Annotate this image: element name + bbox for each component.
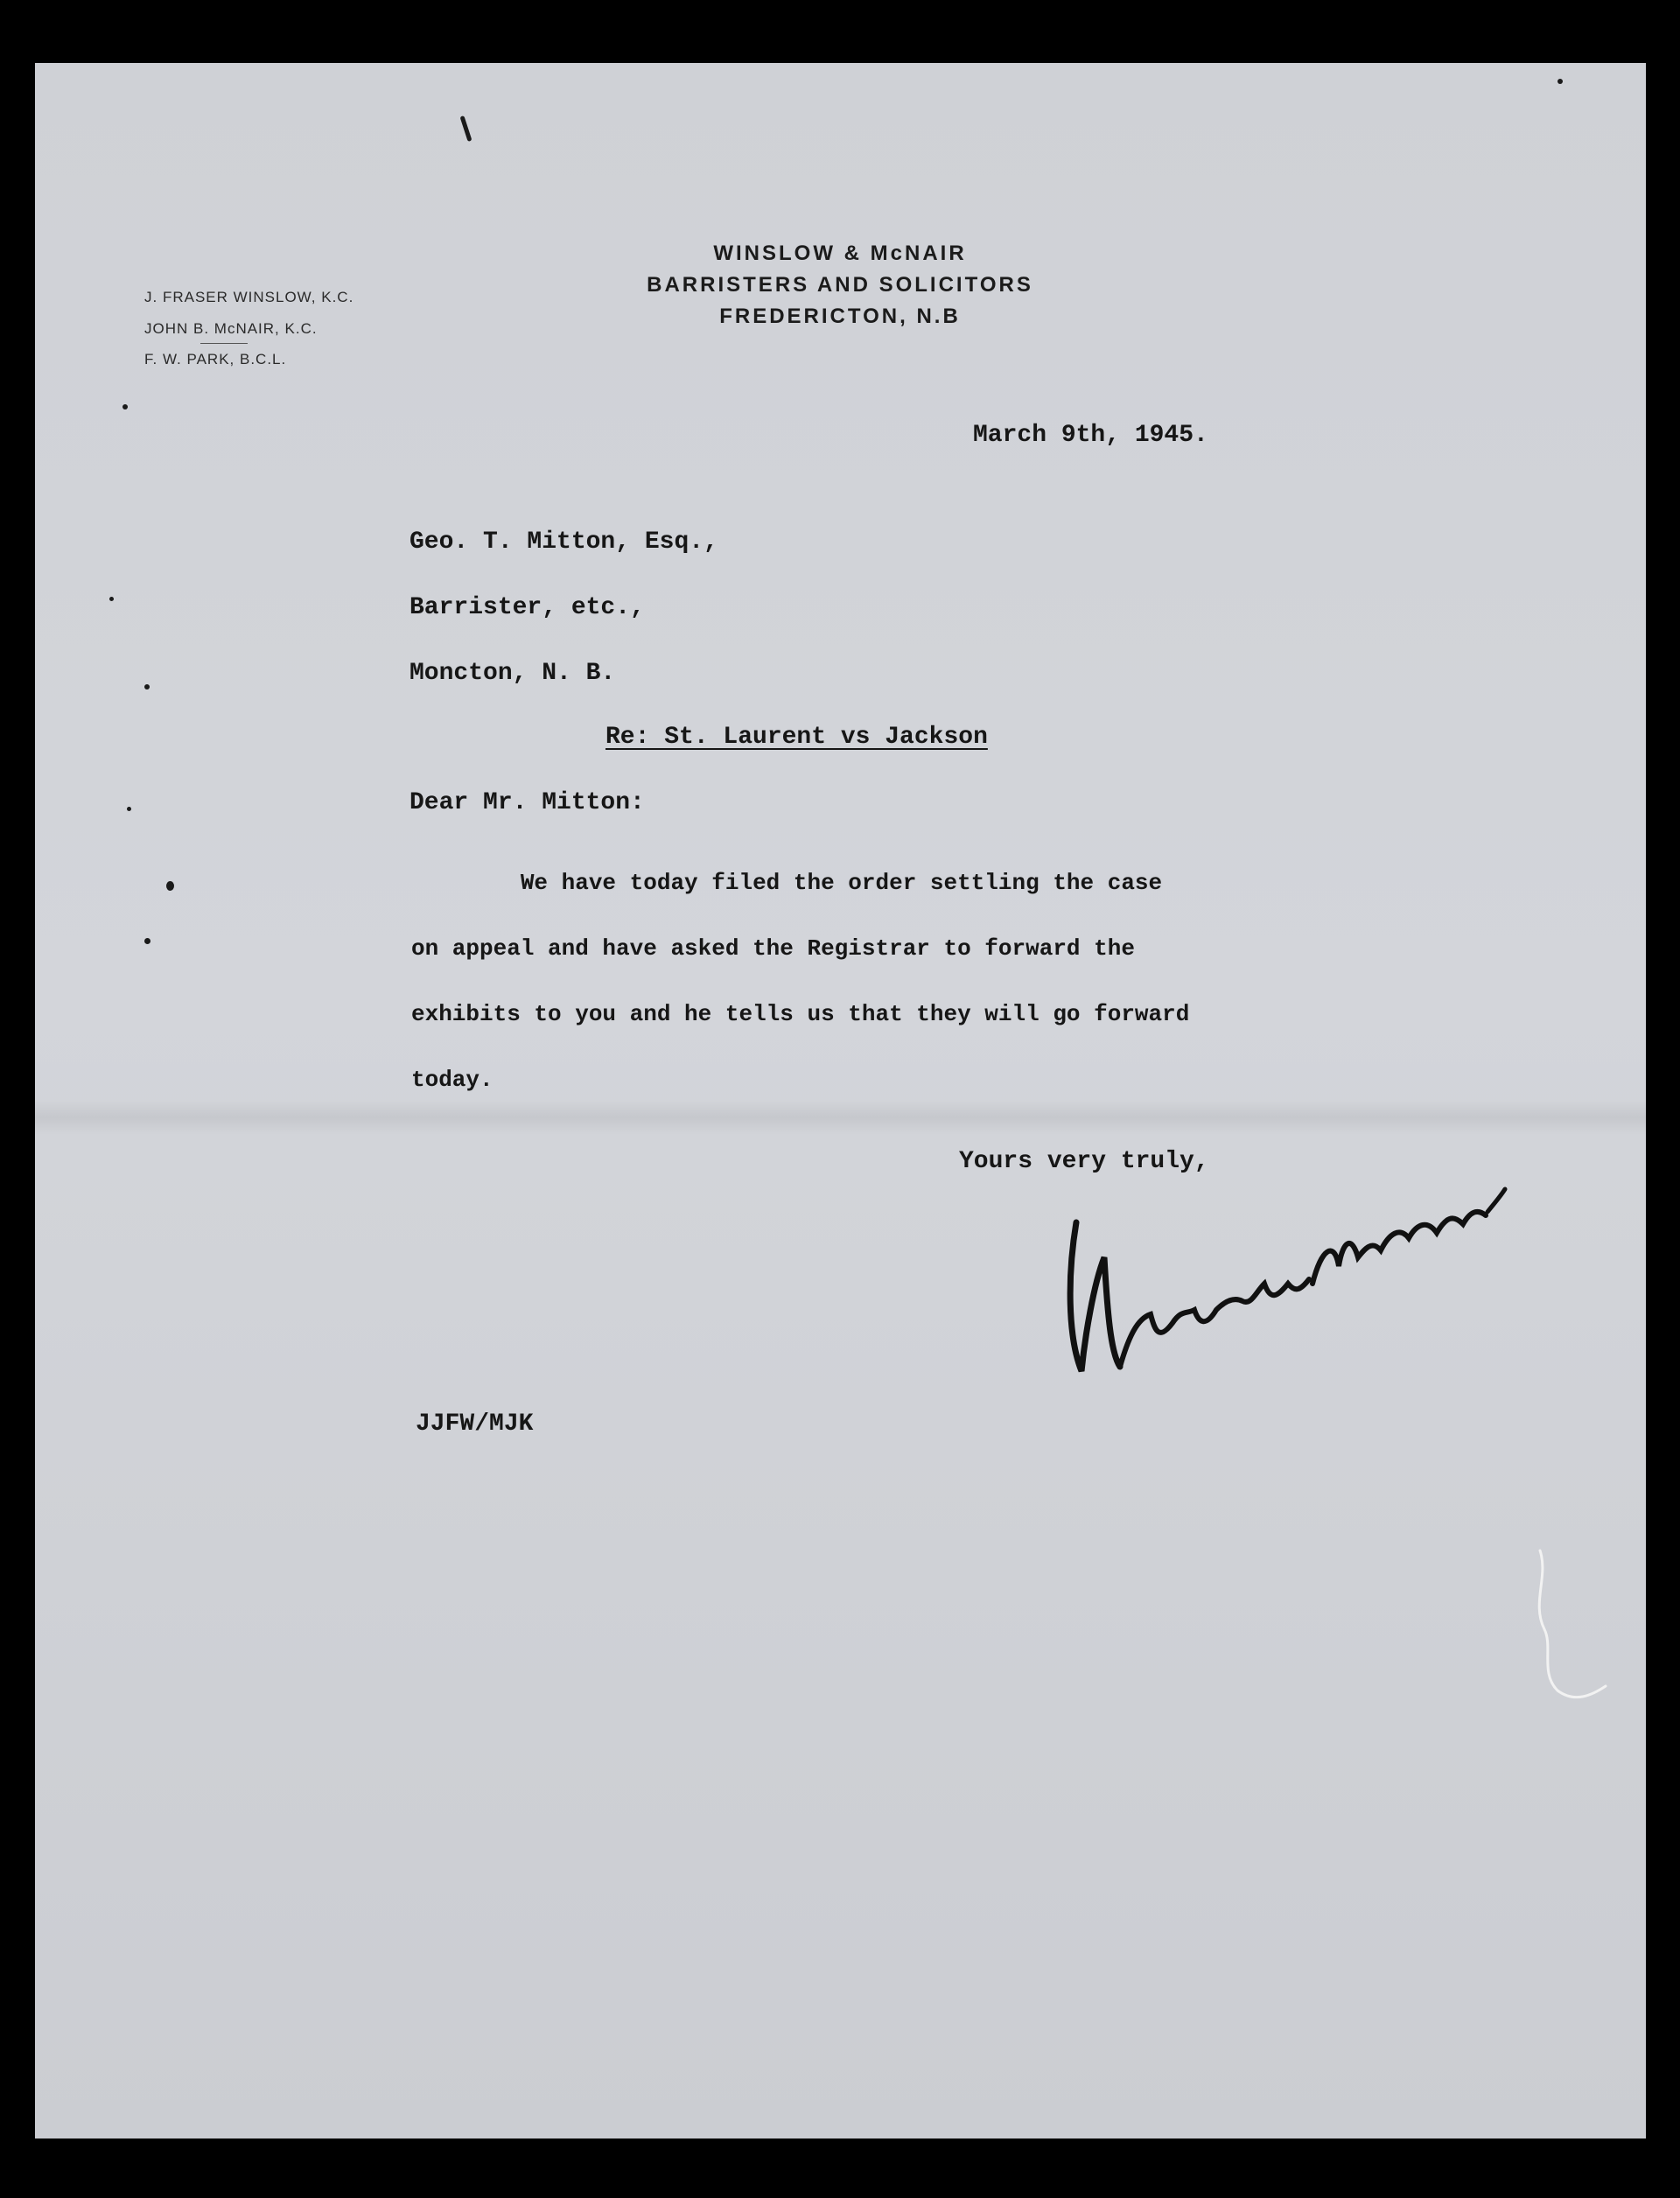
body-line: exhibits to you and he tells us that they will go forward bbox=[411, 1001, 1190, 1027]
letter-body bbox=[411, 850, 1426, 1113]
letter-sheet bbox=[35, 63, 1646, 2138]
body-line: on appeal and have asked the Registrar to forward the bbox=[411, 935, 1135, 962]
partner-name: JOHN B. McNAIR, K.C. bbox=[144, 320, 318, 337]
recipient-title: Barrister, etc., bbox=[410, 594, 645, 621]
salutation: Dear Mr. Mitton: bbox=[410, 789, 645, 816]
firm-profession: BARRISTERS AND SOLICITORS bbox=[647, 273, 1033, 297]
recipient-city: Moncton, N. B. bbox=[410, 660, 616, 687]
partner-name: J. FRASER WINSLOW, K.C. bbox=[144, 289, 354, 305]
scan-speck bbox=[122, 404, 128, 410]
letter-date: March 9th, 1945. bbox=[973, 422, 1208, 449]
body-line: today. bbox=[411, 1067, 494, 1093]
scan-speck bbox=[144, 684, 150, 690]
scan-speck bbox=[127, 807, 131, 811]
closing: Yours very truly, bbox=[959, 1148, 1209, 1175]
letterhead bbox=[595, 238, 1085, 332]
firm-name: WINSLOW & McNAIR bbox=[713, 242, 967, 265]
partner-list bbox=[144, 282, 354, 375]
signature bbox=[1032, 1135, 1558, 1415]
scan-speck bbox=[1558, 79, 1563, 84]
reference-initials: JJFW/MJK bbox=[416, 1410, 534, 1438]
scan-speck bbox=[459, 116, 472, 142]
scan-speck bbox=[166, 881, 174, 891]
partner-name: F. W. PARK, B.C.L. bbox=[144, 351, 287, 368]
scan-artifact bbox=[1522, 1542, 1628, 1734]
body-line: We have today filed the order settling the case bbox=[411, 870, 1163, 896]
scan-speck bbox=[144, 938, 150, 944]
firm-location: FREDERICTON, N.B bbox=[719, 304, 961, 328]
recipient-name: Geo. T. Mitton, Esq., bbox=[410, 528, 718, 556]
subject-line: Re: St. Laurent vs Jackson bbox=[606, 724, 988, 751]
scan-speck bbox=[109, 597, 114, 601]
